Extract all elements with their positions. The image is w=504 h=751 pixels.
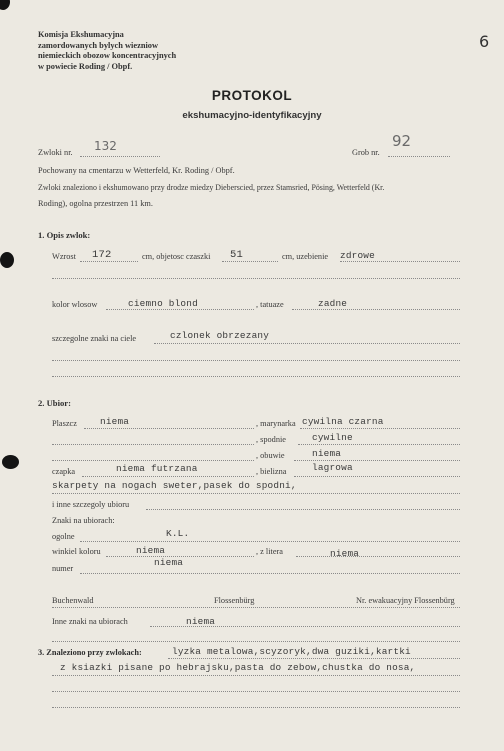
height-value: 172 — [92, 249, 112, 261]
punch-hole-top — [0, 0, 10, 10]
general-label: ogolne — [52, 532, 75, 541]
tattoo-label: , tatuaze — [256, 300, 284, 309]
jacket-label: , marynarka — [256, 419, 296, 428]
remains-number-value: 132 — [94, 139, 117, 153]
skull-value: 51 — [230, 249, 244, 261]
found-location-line-2: Roding), ogolna przestrzen 11 km. — [38, 199, 153, 208]
hair-color-value: ciemno blond — [128, 298, 198, 309]
coat-value: niema — [100, 416, 130, 427]
number-value: niema — [154, 557, 184, 568]
other-clothing-marks-value: niema — [186, 616, 216, 627]
letter-label: , z litera — [256, 547, 283, 556]
found-items-line-2: z ksiazki pisane po hebrajsku,pasta do zebow,chustka do nosa, — [60, 662, 416, 673]
hair-color-label: kolor wlosow — [52, 300, 98, 309]
letter-value: niema — [330, 548, 360, 559]
camp-flossenburg: Flossenbürg — [214, 596, 255, 605]
trousers-label: , spodnie — [256, 435, 286, 444]
height-label: Wzrost — [52, 252, 76, 261]
tattoo-value: zadne — [318, 298, 348, 309]
clothing-marks-label: Znaki na ubiorach: — [52, 516, 115, 525]
skull-label: cm, objetosc czaszki — [142, 252, 211, 261]
jacket-value: cywilna czarna — [302, 416, 384, 427]
extra-clothing: skarpety na nogach sweter,pasek do spodni, — [52, 480, 297, 491]
org-line-3: niemieckich obozow koncentracyjnych — [38, 51, 177, 60]
section-3-title: 3. Znaleziono przy zwlokach: — [38, 648, 142, 657]
punch-hole-lower — [2, 455, 19, 469]
org-line-1: Komisja Ekshumacyjna — [38, 30, 124, 39]
other-details-label: i inne szczegoly ubioru — [52, 500, 130, 509]
coat-label: Plaszcz — [52, 419, 77, 428]
document-title: PROTOKOL — [211, 88, 293, 103]
body-marks-value: czlonek obrzezany — [170, 330, 270, 341]
cap-value: niema futrzana — [116, 463, 198, 474]
shoes-label: , obuwie — [256, 451, 285, 460]
shoes-value: niema — [312, 448, 342, 459]
found-items-line-1: lyzka metalowa,scyzoryk,dwa guziki,kartki — [172, 646, 411, 657]
section-1-title: 1. Opis zwlok: — [38, 230, 91, 240]
org-line-4: w powiecie Roding / Obpf. — [38, 61, 133, 71]
org-line-2: zamordowanych bylych wiezniow — [38, 40, 159, 50]
burial-place: Pochowany na cmentarzu w Wetterfeld, Kr. Roding / Obpf. — [38, 166, 235, 175]
org-header — [38, 30, 176, 72]
number-label: numer — [52, 564, 74, 573]
triangle-color-value: niema — [136, 545, 166, 556]
teeth-label: cm, uzebienie — [282, 252, 329, 261]
underwear-value: lagrowa — [312, 462, 353, 473]
grave-number-value: 92 — [392, 132, 412, 150]
found-location-line-1: Zwloki znaleziono i ekshumowano przy drodze miedzy Dieberscied, przez Stamsried, Pösing, Wetterfeld (Kr. — [38, 183, 385, 192]
camp-buchenwald: Buchenwald — [52, 596, 94, 605]
general-value: K.L. — [166, 528, 190, 539]
page-number: 6 — [479, 32, 490, 51]
evacuation-number-label: Nr. ewakuacyjny Flossenbürg — [356, 596, 455, 605]
cap-label: czapka — [52, 467, 76, 476]
other-clothing-marks-label: Inne znaki na ubiorach — [52, 617, 128, 626]
body-marks-label: szczegolne znaki na ciele — [52, 334, 137, 343]
triangle-color-label: winkiel koloru — [52, 547, 101, 556]
trousers-value: cywilne — [312, 432, 353, 443]
section-2-title: 2. Ubior: — [38, 398, 71, 408]
grave-number-label: Grob nr. — [352, 148, 380, 157]
remains-number-label: Zwloki nr. — [38, 148, 73, 157]
underwear-label: , bielizna — [256, 467, 287, 476]
document-subtitle: ekshumacyjno-identyfikacyjny — [182, 110, 322, 121]
punch-hole-upper — [0, 252, 14, 268]
teeth-value: zdrowe — [340, 250, 375, 261]
